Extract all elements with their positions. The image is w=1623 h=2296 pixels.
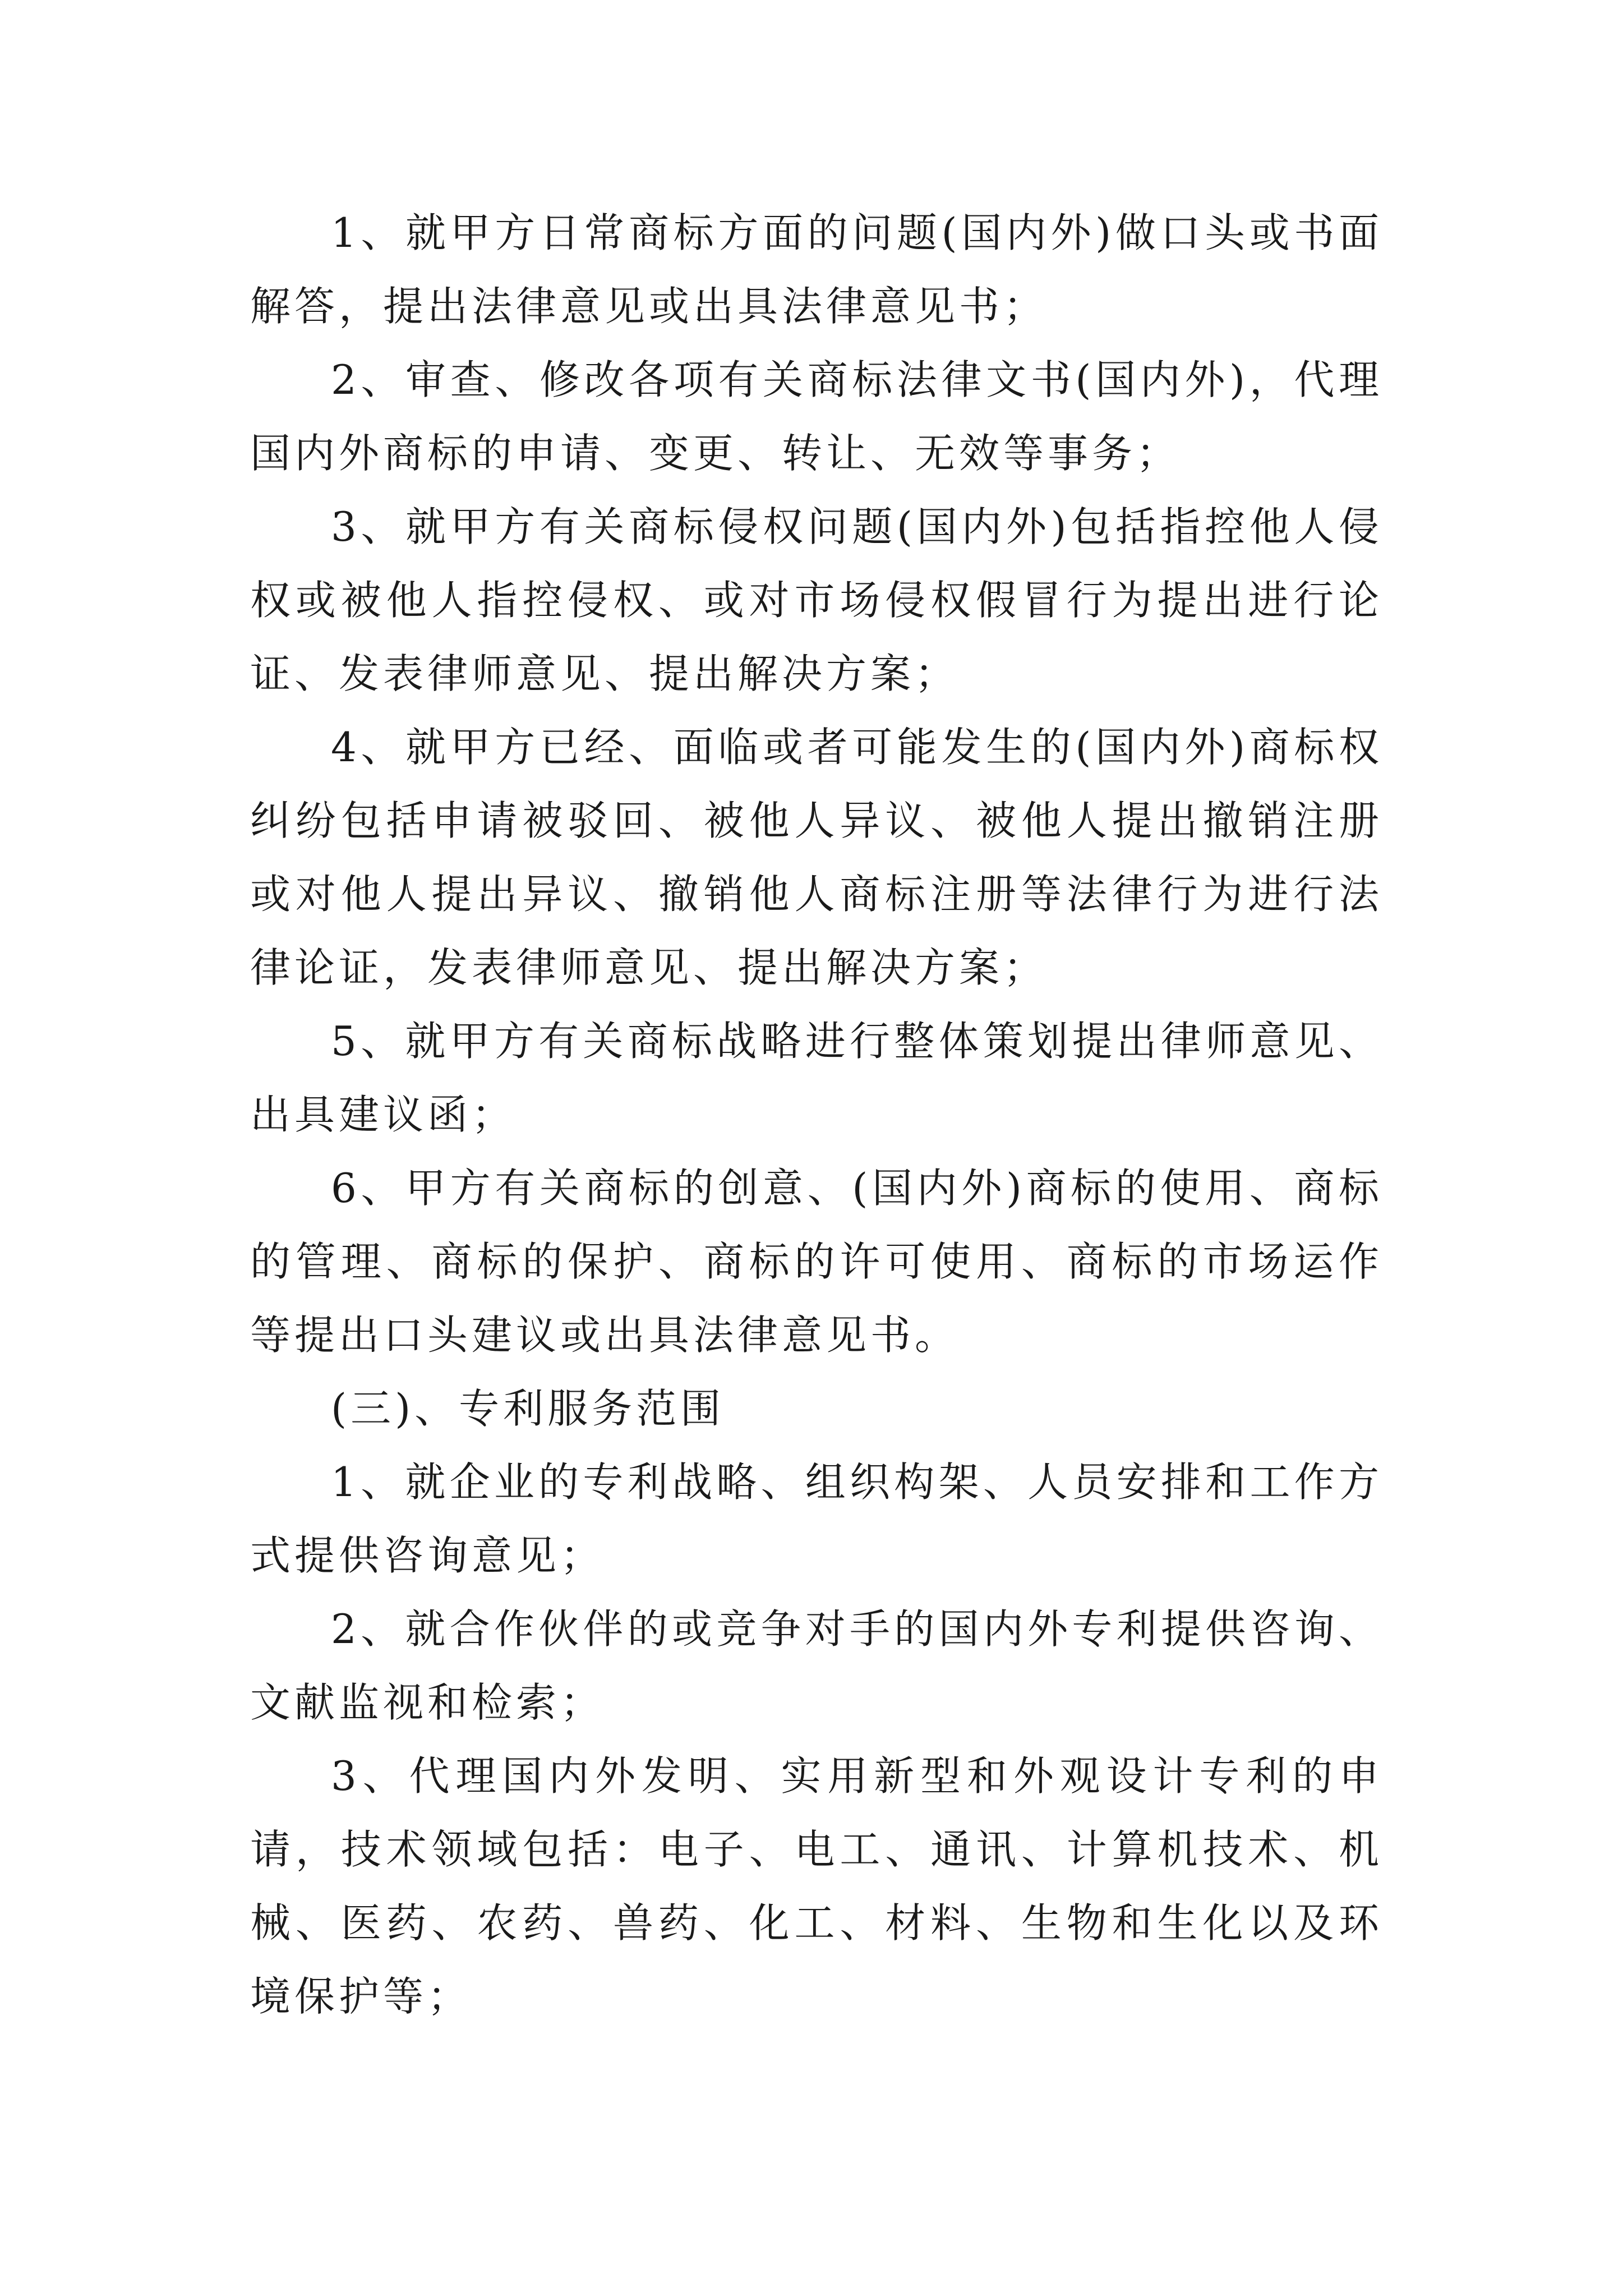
trademark-item-2: 2、审查、修改各项有关商标法律文书(国内外)，代理国内外商标的申请、变更、转让、无效等事务； <box>250 356 1383 477</box>
patent-section-heading: (三)、专利服务范围 <box>331 1385 725 1432</box>
patent-item-1: 1、就企业的专利战略、组织构架、人员安排和工作方式提供咨询意见； <box>250 1458 1383 1579</box>
trademark-item-5: 5、就甲方有关商标战略进行整体策划提出律师意见、出具建议函； <box>250 1018 1383 1138</box>
patent-item-2: 2、就合作伙伴的或竞争对手的国内外专利提供咨询、文献监视和检索； <box>250 1605 1383 1726</box>
trademark-item-6: 6、甲方有关商标的创意、(国内外)商标的使用、商标的管理、商标的保护、商标的许可使用、商标的市场运作等提出口头建议或出具法律意见书。 <box>250 1165 1383 1359</box>
document-body <box>250 196 1383 2033</box>
trademark-item-1: 1、就甲方日常商标方面的问题(国内外)做口头或书面解答，提出法律意见或出具法律意见书； <box>250 209 1383 330</box>
trademark-item-4: 4、就甲方已经、面临或者可能发生的(国内外)商标权纠纷包括申请被驳回、被他人异议、被他人提出撤销注册或对他人提出异议、撤销他人商标注册等法律行为进行法律论证，发表律师意见、提出解决方案； <box>250 724 1383 991</box>
trademark-item-3: 3、就甲方有关商标侵权问题(国内外)包括指控他人侵权或被他人指控侵权、或对市场侵权假冒行为提出进行论证、发表律师意见、提出解决方案； <box>250 503 1383 697</box>
patent-item-3: 3、代理国内外发明、实用新型和外观设计专利的申请，技术领域包括：电子、电工、通讯、计算机技术、机械、医药、农药、兽药、化工、材料、生物和生化以及环境保护等； <box>250 1752 1383 2020</box>
